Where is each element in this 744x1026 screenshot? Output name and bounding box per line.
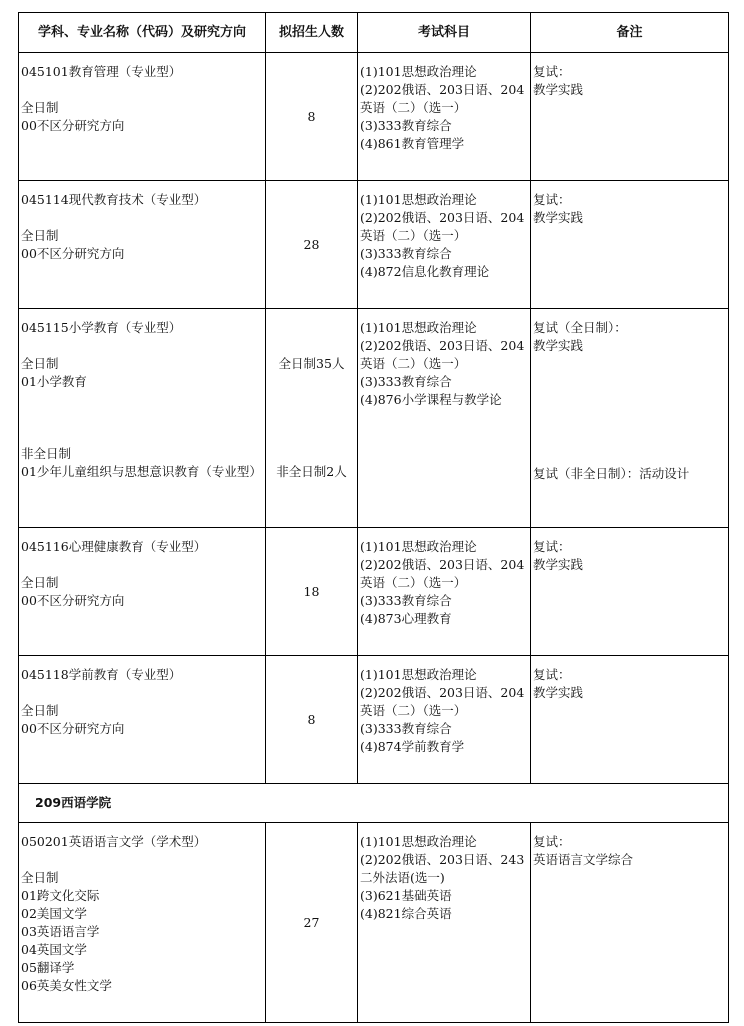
exam-item: (4)861教育管理学 [360,136,465,151]
note-line: 教学实践 [533,82,584,97]
table-row [19,309,729,528]
count-cell [266,309,358,528]
notes-cell [531,656,729,784]
note-line: 复试： [533,539,571,554]
table-row [19,53,729,181]
count-cell: 28 [266,181,358,309]
direction: 00不区分研究方向 [21,246,125,261]
exam-item: (3)333教育综合 [360,721,452,736]
exam-item: (1)101思想政治理论 [360,667,477,682]
exam-item: (1)101思想政治理论 [360,192,477,207]
exam-item: (4)873心理教育 [360,611,452,626]
notes-cell [531,528,729,656]
table-row [19,181,729,309]
study-mode: 全日制 [21,703,59,718]
direction: 00不区分研究方向 [21,118,125,133]
note-line: 教学实践 [533,685,584,700]
notes-cell [531,309,729,528]
exam-item: 英语（二）（选一） [360,228,467,243]
direction: 02美国文学 [21,906,87,921]
header-count: 拟招生人数 [266,13,358,53]
exam-item: 英语（二）（选一） [360,575,467,590]
exam-item: (4)876小学课程与教学论 [360,392,502,407]
header-row [19,13,729,53]
note-line: 复试： [533,667,571,682]
note-line: 复试： [533,192,571,207]
exam-item: 二外法语(选一) [360,870,445,885]
note-line: 复试（全日制）： [533,320,627,335]
study-mode: 全日制 [21,870,59,885]
exam-item: (4)821综合英语 [360,906,452,921]
study-mode: 全日制 [21,575,59,590]
section-row [19,784,729,823]
exam-item: 英语（二）（选一） [360,100,467,115]
direction: 03英语语言学 [21,924,100,939]
exam-item: (2)202俄语、203日语、243 [360,852,525,867]
part-time-study-mode: 非全日制 [21,446,72,461]
part-time-note: 复试（非全日制）：活动设计 [533,466,690,481]
table-row [19,823,729,1023]
header-notes: 备注 [531,13,729,53]
header-exams: 考试科目 [358,13,531,53]
direction: 04英国文学 [21,942,87,957]
direction: 05翻译学 [21,960,75,975]
major-name: 045118学前教育（专业型） [21,667,182,682]
note-line: 教学实践 [533,557,584,572]
exam-item: (1)101思想政治理论 [360,539,477,554]
table-row [19,656,729,784]
exam-item: 英语（二）（选一） [360,356,467,371]
exam-item: (2)202俄语、203日语、204 [360,557,525,572]
exams-cell [358,53,531,181]
notes-cell [531,53,729,181]
study-mode: 全日制 [21,228,59,243]
notes-cell [531,823,729,1023]
direction: 00不区分研究方向 [21,721,125,736]
part-time-count: 非全日制2人 [276,464,347,479]
major-name: 045115小学教育（专业型） [21,320,182,335]
major-cell [19,53,266,181]
exam-item: (1)101思想政治理论 [360,834,477,849]
exam-item: (3)621基础英语 [360,888,452,903]
count-cell: 8 [266,656,358,784]
count-cell: 18 [266,528,358,656]
part-time-direction: 01少年儿童组织与思想意识教育（专业型） [21,464,262,479]
exam-item: (2)202俄语、203日语、204 [360,210,525,225]
exam-item: (4)874学前教育学 [360,739,465,754]
enrollment-table [18,12,729,1023]
note-line: 复试： [533,64,571,79]
note-line: 教学实践 [533,338,584,353]
exam-item: (3)333教育综合 [360,246,452,261]
study-mode: 全日制 [21,100,59,115]
exam-item: (4)872信息化教育理论 [360,264,490,279]
note-line: 教学实践 [533,210,584,225]
exam-item: (3)333教育综合 [360,374,452,389]
exams-cell [358,528,531,656]
note-line: 英语语言文学综合 [533,852,634,867]
major-name: 045114现代教育技术（专业型） [21,192,207,207]
exams-cell [358,309,531,528]
major-name: 045116心理健康教育（专业型） [21,539,207,554]
major-cell [19,181,266,309]
exam-item: (1)101思想政治理论 [360,64,477,79]
exam-item: (2)202俄语、203日语、204 [360,685,525,700]
note-line: 复试： [533,834,571,849]
direction: 01小学教育 [21,374,87,389]
exam-item: (2)202俄语、203日语、204 [360,82,525,97]
exam-item: (3)333教育综合 [360,593,452,608]
direction: 00不区分研究方向 [21,593,125,608]
count-cell: 27 [266,823,358,1023]
major-cell [19,528,266,656]
major-name: 050201英语语言文学（学术型） [21,834,207,849]
header-major: 学科、专业名称（代码）及研究方向 [19,13,266,53]
direction: 06英美女性文学 [21,978,112,993]
major-cell [19,656,266,784]
major-cell [19,823,266,1023]
exams-cell [358,181,531,309]
full-time-count: 全日制35人 [278,356,345,371]
exam-item: (2)202俄语、203日语、204 [360,338,525,353]
exam-item: (1)101思想政治理论 [360,320,477,335]
count-cell: 8 [266,53,358,181]
exams-cell [358,656,531,784]
exams-cell [358,823,531,1023]
exam-item: 英语（二）（选一） [360,703,467,718]
exam-item: (3)333教育综合 [360,118,452,133]
major-name: 045101教育管理（专业型） [21,64,182,79]
major-cell [19,309,266,528]
table-row [19,528,729,656]
direction: 01跨文化交际 [21,888,100,903]
section-title: 209西语学院 [19,784,729,823]
study-mode: 全日制 [21,356,59,371]
notes-cell [531,181,729,309]
